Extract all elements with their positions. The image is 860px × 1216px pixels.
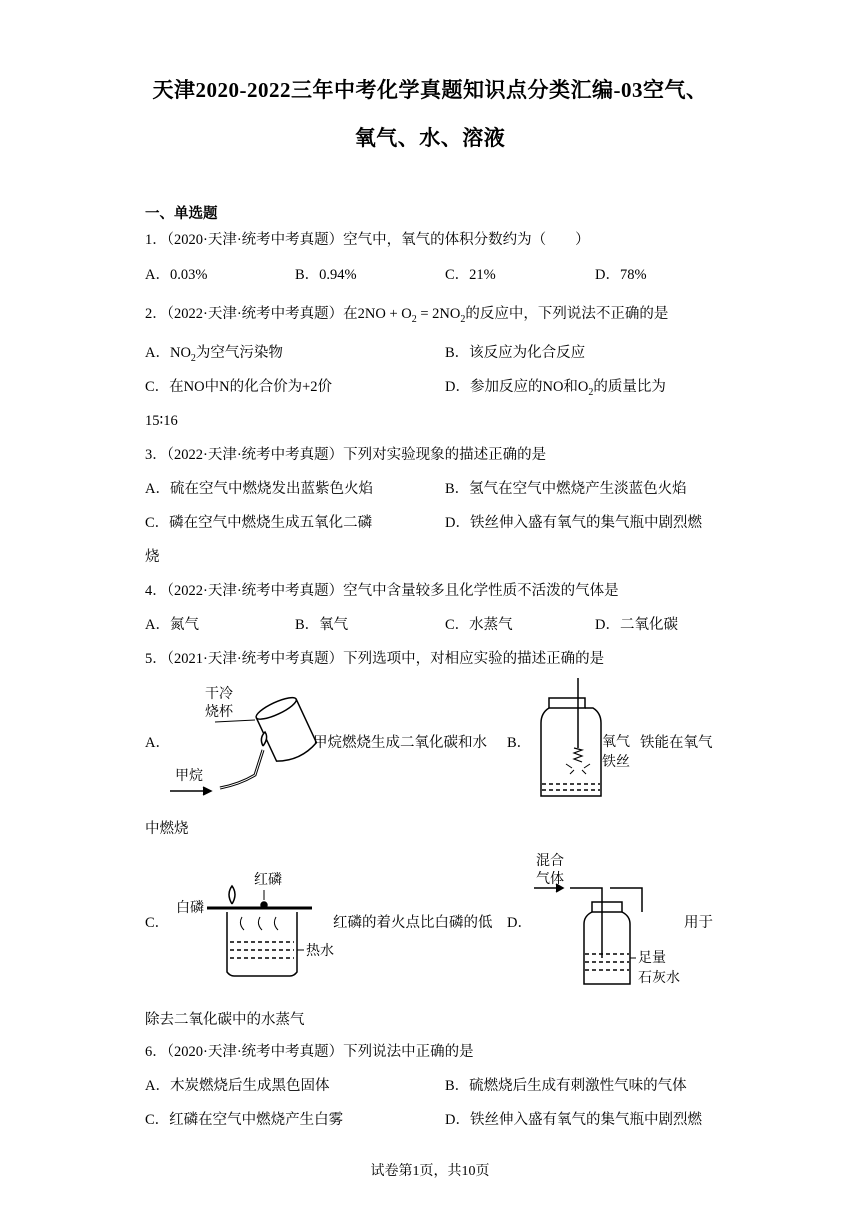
fig-d-label-mix1: 混合	[536, 853, 564, 869]
q4-stem: 4．（2022·天津·统考中考真题）空气中含量较多且化学性质不活泼的气体是	[145, 583, 619, 599]
fig-c-label-red-p: 红磷	[254, 872, 282, 888]
fig-a-label-methane: 甲烷	[175, 768, 203, 784]
q1-option-c: C．21%	[445, 267, 496, 283]
fig-d-label-mix2: 气体	[536, 871, 564, 887]
q6-option-a: A．木炭燃烧后生成黑色固体	[145, 1078, 330, 1094]
fig-a-label-beaker: 干冷	[205, 686, 233, 702]
q5-option-d-letter: D．	[507, 915, 532, 931]
q3-option-a: A．硫在空气中燃烧发出蓝紫色火焰	[145, 481, 373, 497]
q4-option-b: B．氧气	[295, 617, 349, 633]
q5-option-c-letter: C．	[145, 915, 170, 931]
page-footer: 试卷第1页，共10页	[370, 1164, 490, 1179]
iron-in-oxygen-figure	[536, 678, 630, 803]
fig-d-label-lime1: 足量	[638, 950, 666, 966]
q1-stem: 1．（2020·天津·统考中考真题）空气中，氧气的体积分数约为（ ）	[145, 232, 590, 248]
q5-option-b-text: 铁能在氧气	[640, 735, 713, 751]
q4-option-d: D．二氧化碳	[595, 617, 678, 633]
gas-washing-bottle-figure	[532, 850, 692, 992]
q3-option-d-cont: 烧	[145, 549, 160, 565]
q3-option-c: C．磷在空气中燃烧生成五氧化二磷	[145, 515, 373, 531]
fig-c-label-white-p: 白磷	[176, 900, 204, 916]
q2-option-d-cont: 15∶16	[145, 413, 178, 429]
q2-stem: 2．（2022·天津·统考中考真题）在$2NO + O_2 = 2NO_2$的反应中，下列说法不正确的是	[145, 306, 669, 325]
q1-option-a: A．0.03%	[145, 267, 208, 283]
fig-c-label-hot-water: 热水	[306, 943, 334, 959]
fig-b-label-oxygen: 氧气	[602, 734, 630, 750]
q5-option-a-text: 甲烷燃烧生成二氧化碳和水	[313, 735, 487, 751]
q2-option-a: A．$NO_2$为空气污染物	[145, 345, 283, 364]
page-title-line2: 氧气、水、溶液	[354, 126, 506, 150]
q5-option-b-cont: 中燃烧	[145, 821, 189, 837]
q5-option-a-letter: A．	[145, 735, 170, 751]
q1-option-d: D．78%	[595, 267, 647, 283]
q5-stem: 5．（2021·天津·统考中考真题）下列选项中，对相应实验的描述正确的是	[145, 651, 605, 667]
q1-option-b: B．0.94%	[295, 267, 357, 283]
q3-stem: 3．（2022·天津·统考中考真题）下列对实验现象的描述正确的是	[145, 447, 547, 463]
q6-stem: 6．（2020·天津·统考中考真题）下列说法中正确的是	[145, 1044, 474, 1060]
q2-option-d: D．参加反应的NO和$O_2$的质量比为	[445, 379, 666, 398]
q6-option-c: C．红磷在空气中燃烧产生白雾	[145, 1112, 344, 1128]
q2-equation: $2NO + O_2 = 2NO_2$	[357, 306, 466, 325]
q4-option-a: A．氮气	[145, 617, 199, 633]
q4-option-c: C．水蒸气	[445, 617, 513, 633]
q6-option-d: D．铁丝伸入盛有氧气的集气瓶中剧烈燃	[445, 1112, 702, 1128]
fig-d-label-lime2: 石灰水	[638, 970, 680, 986]
q3-option-b: B．氢气在空气中燃烧产生淡蓝色火焰	[445, 481, 687, 497]
q2-option-b: B．该反应为化合反应	[445, 345, 586, 361]
fig-b-label-iron: 铁丝	[602, 754, 630, 770]
q3-option-d: D．铁丝伸入盛有氧气的集气瓶中剧烈燃	[445, 515, 702, 531]
phosphorus-combustion-figure	[172, 862, 332, 987]
page-title: 天津2020-2022三年中考化学真题知识点分类汇编-03空气、	[152, 78, 708, 102]
section-heading: 一、单选题	[145, 206, 218, 222]
fig-a-label-beaker2: 烧杯	[205, 704, 233, 720]
q5-option-d-cont: 除去二氧化碳中的水蒸气	[145, 1012, 305, 1028]
q5-option-c-text: 红磷的着火点比白磷的低	[333, 915, 493, 931]
q5-option-d-text: 用于	[684, 915, 713, 931]
q2-option-c: C．在NO中N的化合价为+2价	[145, 379, 333, 395]
q6-option-b: B．硫燃烧后生成有刺激性气味的气体	[445, 1078, 687, 1094]
q5-option-b-letter: B．	[507, 735, 532, 751]
methane-combustion-figure	[165, 680, 315, 800]
